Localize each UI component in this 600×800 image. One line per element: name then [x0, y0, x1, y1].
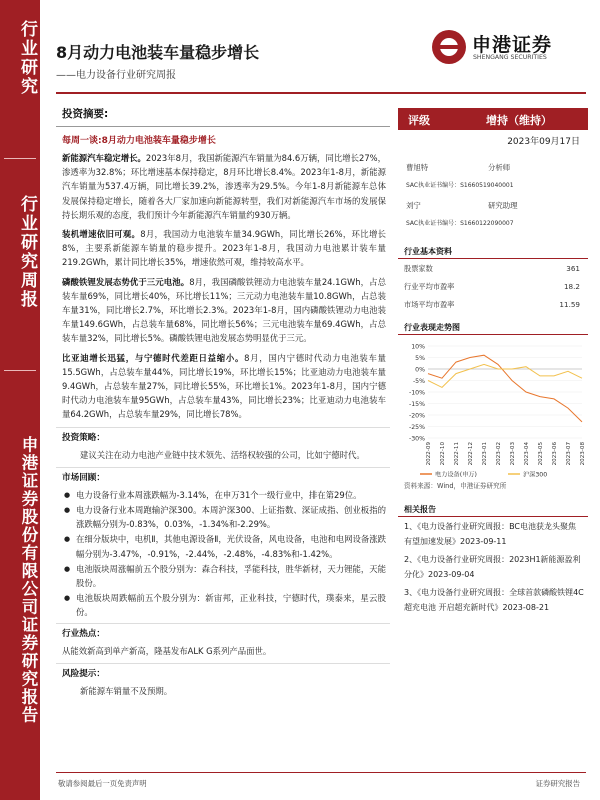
basic-data-row — [404, 264, 584, 274]
footer-label: 证券研究报告 — [535, 779, 580, 788]
logo-name: 申港证券 — [472, 34, 553, 56]
report-date: 2023年09月17日 — [507, 137, 580, 147]
x-tick-label: 2023-06 — [552, 442, 558, 466]
x-tick-label: 2022-11 — [454, 442, 460, 466]
report-title: 8月动力电池装车量稳步增长 — [56, 43, 260, 62]
legend-label: 电力设备(申万) — [435, 471, 477, 479]
list-item: ● 电力设备行业本周跑输沪深300。本周沪深300、上证指数、深证成指、创业板指的涨跌幅分别为-0.83%，0.03%，-1.34%和-2.29%。 — [62, 503, 386, 531]
x-tick-label: 2023-08 — [580, 442, 586, 466]
paragraph-lead: 装机增速依旧可观。 — [62, 229, 141, 240]
row-value: 11.59 — [559, 300, 580, 309]
basic-data-row — [404, 282, 584, 292]
company-logo — [432, 30, 582, 70]
hotspot-body: 从能效新高到单产新高，隆基发布ALK G系列产品面世。 — [62, 645, 272, 656]
report-subtitle: ——电力设备行业研究周报 — [56, 70, 176, 81]
paragraph-byd-catl — [62, 351, 386, 422]
x-tick-label: 2023-07 — [566, 442, 572, 466]
sidebar-info — [398, 100, 588, 770]
footer-disclaimer: 敬请参阅最后一页免责声明 — [58, 779, 147, 788]
paragraph-lfp — [62, 275, 386, 346]
basic-data-row — [404, 300, 584, 310]
row-key: 股票家数 — [404, 264, 433, 273]
paragraph-body: 8月，我国磷酸铁锂动力电池装车量24.1GWh，占总装车量69%，同比增长40%，环比增长11%；三元动力电池装车量10.8GWh，占总装车量31%，同比增长2.7%，环比增长2.3%。2023年1-8月，国内磷酸铁锂动力电池装车量149.6GWh，占总装车量68%，同比增长56%；三元电池装车量69.4GWh，占总装车量32%，同比增长5%。磷酸铁锂电池发展态势明显优于三元。 — [62, 276, 386, 344]
x-tick-label: 2022-10 — [440, 442, 446, 466]
sidebar-tag-industry: 行业研究 — [17, 20, 37, 96]
analyst-name: 曹旭特 — [406, 163, 429, 172]
risk-body: 新能源车销量不及预期。 — [80, 685, 173, 696]
y-tick-label: 5% — [415, 355, 425, 362]
row-value: 361 — [566, 264, 580, 273]
series-line — [428, 355, 582, 422]
analyst-cert: SAC执业证书编号：S1660122090007 — [406, 220, 514, 227]
y-tick-label: -30% — [409, 435, 425, 443]
paragraph-installation — [62, 227, 386, 270]
rating-label: 评级 — [408, 114, 430, 127]
related-reports — [404, 520, 586, 619]
rating-value: 增持（维持） — [486, 114, 552, 127]
sidebar-divider — [4, 158, 36, 159]
summary-heading: 投资摘要: — [62, 108, 109, 120]
analyst-role: 研究助理 — [488, 201, 518, 210]
x-tick-label: 2022-09 — [426, 442, 432, 466]
analyst-cert: SAC执业证书编号：S1660519040001 — [406, 182, 514, 189]
summary-box — [56, 126, 390, 698]
list-item: ● 电池版块周涨幅前五个股分别为：森合科技，孚能科技，胜华新材，天力锂能，天能股份。 — [62, 562, 386, 590]
section-rule — [398, 334, 588, 335]
investment-summary — [56, 100, 390, 703]
related-report-link[interactable]: 3、《电力设备行业研究周报：全球首款磷酸铁锂4C超充电池 开启超充新时代》2023-08-21 — [404, 588, 584, 612]
strategy-heading: 投资策略： — [62, 432, 105, 443]
y-tick-label: -25% — [409, 424, 425, 431]
performance-chart — [398, 340, 588, 480]
x-tick-label: 2023-05 — [538, 442, 544, 466]
x-tick-label: 2022-12 — [468, 442, 474, 466]
y-tick-label: -15% — [409, 401, 425, 408]
section-rule — [398, 516, 588, 517]
risk-heading: 风险提示： — [62, 668, 105, 679]
related-heading: 相关报告 — [404, 505, 436, 514]
market-review-heading: 市场回顾： — [62, 472, 105, 483]
header-rule — [56, 92, 586, 94]
paragraph-body: 8月，国内宁德时代动力电池装车量15.5GWh，占总装车量44%，同比增长19%，环比增长15%；比亚迪动力电池装车量9.4GWh，占总装车量27%，同比增长55%，环比增长1%。2023年1-8月，国内宁德时代动力电池装车量95GWh，占总装车量43%，同比增长23%；比亚迪动力电池装车量64.2GWh，占总装车量29%，同比增长78%。 — [62, 352, 387, 420]
x-tick-label: 2023-01 — [482, 442, 488, 466]
sidebar-tag-weekly: 行业研究周报 — [17, 195, 37, 309]
related-report-link[interactable]: 1、《电力设备行业研究周报：BC电池获龙头聚焦 有望加速发展》2023-09-11 — [404, 522, 577, 546]
list-item: ● 电池版块周跌幅前五个股分别为：新宙邦，正业科技，宁德时代，璞泰来，星云股份。 — [62, 591, 386, 619]
y-tick-label: -20% — [409, 412, 425, 420]
market-review-list — [62, 488, 390, 620]
sidebar-band — [0, 0, 40, 800]
analyst-name: 刘宁 — [406, 201, 421, 210]
y-tick-label: 10% — [411, 343, 425, 351]
basic-data-heading: 行业基本资料 — [404, 247, 452, 256]
footer-rule — [56, 772, 586, 773]
paragraph-body: 2023年8月，我国新能源汽车销量为84.6万辆，同比增长27%，渗透率为32.8%；环比增速基本保持稳定，8月环比增长8.4%。2023年1-8月，新能源汽车销量为537.4万辆，同比增长39.2%，渗透率为29.5%。今年1-8月新能源车总体发展保持稳定增长，随着各大厂家加速向新能源转型，我们对新能源汽车市场的发展保持长期乐观的态度，我们预计今年新能源汽车销量约930万辆。 — [62, 153, 386, 220]
row-key: 行业平均市盈率 — [404, 282, 455, 291]
list-item: ● 电力设备行业本周涨跌幅为-3.14%，在申万31个一级行业中，排在第29位。 — [62, 488, 386, 502]
legend-label: 沪深300 — [523, 471, 548, 479]
y-tick-label: -5% — [412, 378, 425, 385]
row-key: 市场平均市盈率 — [404, 300, 455, 309]
row-value: 18.2 — [563, 282, 580, 291]
x-tick-label: 2023-03 — [510, 442, 516, 466]
list-item: ● 在细分版块中，电机Ⅱ，其他电源设备Ⅱ，光伏设备，风电设备，电池和电网设备涨跌幅分别为-3.47%，-0.91%，-2.44%，-2.48%，-4.83%和-1.42%。 — [62, 532, 386, 560]
y-tick-label: -10% — [409, 389, 425, 397]
chart-heading: 行业表现走势图 — [404, 323, 460, 332]
x-tick-label: 2023-02 — [496, 442, 502, 466]
logo-emblem-icon — [432, 30, 466, 64]
logo-english-name: SHENGANG SECURITIES — [473, 54, 547, 61]
sidebar-divider — [4, 370, 36, 371]
paragraph-body: 8月，我国动力电池装车量34.9GWh，同比增长26%，环比增长8%，主要系新能源车销量的稳步提升。2023年1-8月，我国动力电池累计装车量219.2GWh，累计同比增长35%，增速依然可观，维持较高水平。 — [62, 229, 387, 268]
x-tick-label: 2023-04 — [524, 442, 530, 466]
weekly-topic: 每周一谈:8月动力电池装车量稳步增长 — [62, 136, 216, 146]
hotspot-heading: 行业热点： — [62, 628, 105, 639]
paragraph-nev-sales — [62, 151, 386, 222]
paragraph-lead: 新能源汽车稳定增长。 — [62, 153, 146, 163]
y-tick-label: 0% — [415, 366, 425, 374]
paragraph-lead: 比亚迪增长迅猛，与宁德时代差距日益缩小。 — [62, 352, 245, 363]
chart-source: 资料来源：Wind，申港证券研究所 — [404, 482, 507, 490]
related-report-link[interactable]: 2、《电力设备行业研究周报：2023H1新能源盈利分化》2023-09-04 — [404, 555, 581, 579]
sidebar-tag-company: 申港证券股份有限公司证券研究报告 — [19, 436, 38, 724]
analyst-role: 分析师 — [488, 163, 511, 172]
section-rule — [398, 258, 588, 259]
paragraph-lead: 磷酸铁锂发展态势优于三元电池。 — [62, 276, 190, 287]
strategy-body: 建议关注在动力电池产业链中技术领先、活络权较强的公司，比如宁德时代。 — [80, 449, 365, 460]
